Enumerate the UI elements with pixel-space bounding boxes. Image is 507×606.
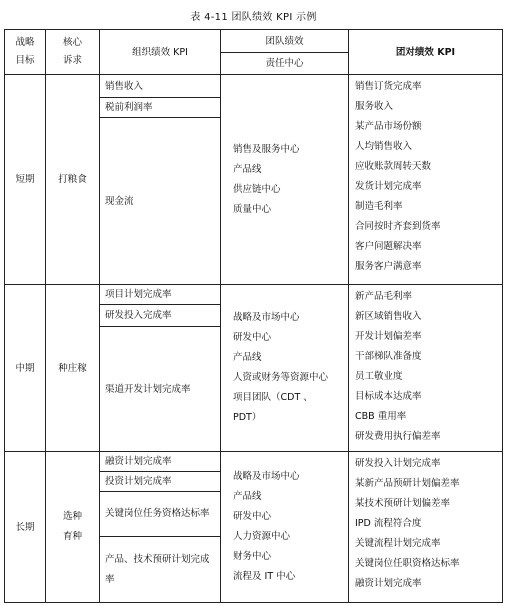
demand-long-line1: 选种 xyxy=(62,511,82,522)
org-kpi-short-1: 销售收入 xyxy=(100,75,221,98)
center-item: 质量中心 xyxy=(233,203,272,215)
team-kpi-item: 服务客户满意率 xyxy=(355,261,422,272)
header-org-kpi: 组织绩效 KPI xyxy=(100,30,221,75)
header-core-demand xyxy=(46,30,100,75)
center-item: 供应链中心 xyxy=(233,183,281,195)
header-strategic-goal-line2: 目标 xyxy=(15,55,35,66)
center-item: 研发中心 xyxy=(233,511,272,522)
center-item: 产品线 xyxy=(233,163,262,175)
demand-long-line2: 育种 xyxy=(62,531,82,542)
team-kpi-item: CBB 重用率 xyxy=(355,411,407,422)
header-team-perf: 团队绩效 xyxy=(221,30,349,53)
header-team-kpi: 团对绩效 KPI xyxy=(349,30,503,75)
center-item: 人资或财务等资源中心 xyxy=(233,372,329,383)
team-kpi-item: 员工敬业度 xyxy=(355,371,403,382)
goal-mid: 中期 xyxy=(5,285,46,452)
team-kpis-short xyxy=(349,75,503,285)
org-kpi-mid-1: 项目计划完成率 xyxy=(100,285,221,305)
table-caption: 表 4-11 团队绩效 KPI 示例 xyxy=(190,12,317,23)
team-kpis-long xyxy=(349,452,503,603)
center-item: 项目团队（CDT 、PDT） xyxy=(233,392,313,423)
org-kpi-short-2: 税前利润率 xyxy=(100,98,221,118)
team-kpi-item: 应收账款周转天数 xyxy=(355,161,432,172)
team-kpi-item: 制造毛利率 xyxy=(355,201,403,212)
demand-long xyxy=(46,452,100,603)
demand-mid: 种庄稼 xyxy=(46,285,100,452)
team-kpi-item: 新产品毛利率 xyxy=(355,291,413,302)
team-kpi-table xyxy=(4,29,503,603)
team-kpis-mid xyxy=(349,285,503,452)
team-kpi-item: 新区域销售收入 xyxy=(355,311,422,322)
goal-long: 长期 xyxy=(5,452,46,603)
centers-short xyxy=(221,75,349,285)
header-core-demand-line1: 核心 xyxy=(62,37,82,48)
team-kpi-item: IPD 流程符合度 xyxy=(355,518,422,529)
center-item: 人力资源中心 xyxy=(233,531,291,542)
team-kpi-item: 研发费用执行偏差率 xyxy=(355,431,441,442)
team-kpi-item: 客户问题解决率 xyxy=(355,241,422,252)
org-kpi-long-3: 关键岗位任务资格达标率 xyxy=(100,492,221,537)
demand-short: 打粮食 xyxy=(46,75,100,285)
center-item: 流程及 IT 中心 xyxy=(233,571,296,582)
team-kpi-item: 融资计划完成率 xyxy=(355,578,422,589)
center-item: 产品线 xyxy=(233,352,262,363)
team-kpi-item: 服务收入 xyxy=(355,101,394,112)
team-kpi-item: 关键岗位任职资格达标率 xyxy=(355,558,460,569)
header-core-demand-line2: 诉求 xyxy=(62,55,82,66)
team-kpi-item: 某产品市场份额 xyxy=(355,121,422,132)
center-item: 战略及市场中心 xyxy=(233,312,300,323)
team-kpi-item: 关键流程计划完成率 xyxy=(355,538,441,549)
center-item: 销售及服务中心 xyxy=(233,143,300,155)
center-item: 研发中心 xyxy=(233,332,272,343)
team-kpi-item: 目标成本达成率 xyxy=(355,391,422,402)
team-kpi-item: 开发计划偏差率 xyxy=(355,331,422,342)
center-item: 财务中心 xyxy=(233,551,272,562)
org-kpi-long-2: 投资计划完成率 xyxy=(100,472,221,492)
org-kpi-mid-3: 渠道开发计划完成率 xyxy=(100,327,221,452)
goal-short: 短期 xyxy=(5,75,46,285)
team-kpi-item: 发货计划完成率 xyxy=(355,181,422,192)
team-kpi-item: 销售订货完成率 xyxy=(355,81,422,92)
team-kpi-item: 某新产品预研计划偏差率 xyxy=(355,478,460,489)
team-kpi-item: 合同按时齐套到货率 xyxy=(355,221,441,232)
center-item: 产品线 xyxy=(233,491,262,502)
org-kpi-long-1: 融资计划完成率 xyxy=(100,452,221,472)
centers-mid xyxy=(221,285,349,452)
team-kpi-item: 研发投入计划完成率 xyxy=(355,458,441,469)
team-kpi-item: 人均销售收入 xyxy=(355,141,413,152)
team-kpi-item: 某技术预研计划偏差率 xyxy=(355,498,451,509)
org-kpi-mid-2: 研发投入完成率 xyxy=(100,305,221,327)
org-kpi-short-3: 现金流 xyxy=(100,118,221,285)
center-item: 战略及市场中心 xyxy=(233,471,300,482)
header-strategic-goal-line1: 战略 xyxy=(15,37,35,48)
org-kpi-long-4: 产品、技术预研计划完成率 xyxy=(100,537,221,603)
centers-long xyxy=(221,452,349,603)
header-resp-center: 责任中心 xyxy=(221,53,349,75)
header-strategic-goal xyxy=(5,30,46,75)
team-kpi-item: 干部梯队准备度 xyxy=(355,351,422,362)
